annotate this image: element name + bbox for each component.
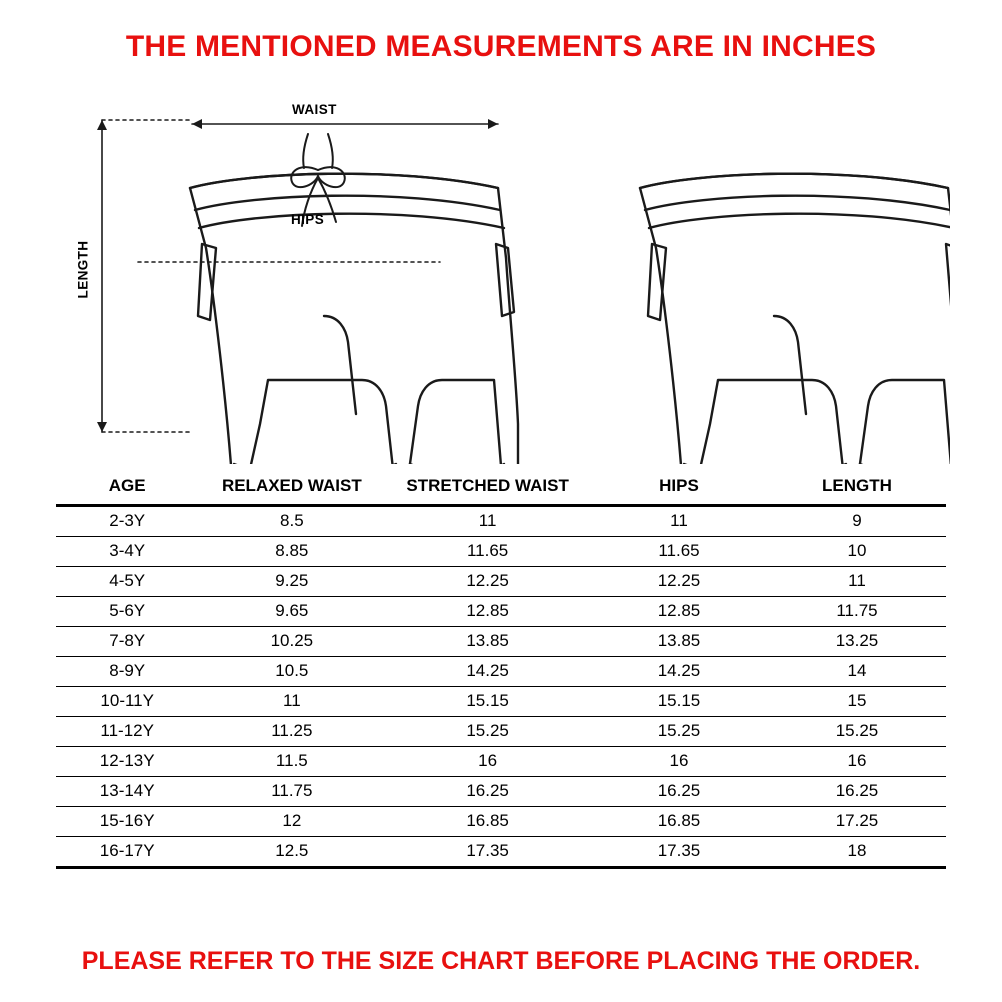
cell-length: 15 bbox=[768, 687, 946, 717]
cell-stretched-waist: 12.85 bbox=[385, 597, 590, 627]
cell-relaxed-waist: 11.5 bbox=[198, 747, 385, 777]
cell-age: 12-13Y bbox=[56, 747, 198, 777]
cell-age: 15-16Y bbox=[56, 807, 198, 837]
cell-relaxed-waist: 12 bbox=[198, 807, 385, 837]
cell-relaxed-waist: 10.5 bbox=[198, 657, 385, 687]
shorts-illustration bbox=[60, 84, 950, 464]
cell-hips: 11.65 bbox=[590, 537, 768, 567]
cell-age: 10-11Y bbox=[56, 687, 198, 717]
cell-age: 11-12Y bbox=[56, 717, 198, 747]
table-body bbox=[56, 506, 946, 868]
cell-relaxed-waist: 12.5 bbox=[198, 837, 385, 868]
cell-stretched-waist: 15.25 bbox=[385, 717, 590, 747]
cell-hips: 12.25 bbox=[590, 567, 768, 597]
hips-label: HIPS bbox=[291, 212, 325, 227]
table-row bbox=[56, 537, 946, 567]
column-header-relaxed-waist: RELAXED WAIST bbox=[198, 470, 385, 506]
back-shorts bbox=[640, 174, 950, 464]
column-header-length: LENGTH bbox=[768, 470, 946, 506]
cell-relaxed-waist: 11.75 bbox=[198, 777, 385, 807]
cell-stretched-waist: 13.85 bbox=[385, 627, 590, 657]
cell-relaxed-waist: 9.25 bbox=[198, 567, 385, 597]
cell-relaxed-waist: 10.25 bbox=[198, 627, 385, 657]
cell-hips: 14.25 bbox=[590, 657, 768, 687]
cell-stretched-waist: 15.15 bbox=[385, 687, 590, 717]
cell-age: 3-4Y bbox=[56, 537, 198, 567]
cell-age: 16-17Y bbox=[56, 837, 198, 868]
cell-relaxed-waist: 8.85 bbox=[198, 537, 385, 567]
cell-stretched-waist: 11.65 bbox=[385, 537, 590, 567]
cell-relaxed-waist: 8.5 bbox=[198, 506, 385, 537]
table-head bbox=[56, 470, 946, 506]
measurement-guides bbox=[97, 119, 498, 432]
table-row bbox=[56, 807, 946, 837]
cell-relaxed-waist: 11.25 bbox=[198, 717, 385, 747]
cell-length: 11.75 bbox=[768, 597, 946, 627]
table-row bbox=[56, 717, 946, 747]
table-header-row bbox=[56, 470, 946, 506]
length-label: LENGTH bbox=[75, 240, 91, 299]
table-row bbox=[56, 597, 946, 627]
cell-age: 5-6Y bbox=[56, 597, 198, 627]
shorts-diagram bbox=[60, 84, 950, 464]
cell-stretched-waist: 16.25 bbox=[385, 777, 590, 807]
table-row bbox=[56, 657, 946, 687]
cell-length: 14 bbox=[768, 657, 946, 687]
footer-note: PLEASE REFER TO THE SIZE CHART BEFORE PLACING THE ORDER. bbox=[81, 947, 921, 975]
cell-stretched-waist: 11 bbox=[385, 506, 590, 537]
cell-hips: 15.15 bbox=[590, 687, 768, 717]
cell-relaxed-waist: 11 bbox=[198, 687, 385, 717]
cell-age: 4-5Y bbox=[56, 567, 198, 597]
cell-length: 15.25 bbox=[768, 717, 946, 747]
cell-length: 11 bbox=[768, 567, 946, 597]
table-row bbox=[56, 837, 946, 868]
cell-age: 2-3Y bbox=[56, 506, 198, 537]
cell-hips: 16.85 bbox=[590, 807, 768, 837]
cell-stretched-waist: 17.35 bbox=[385, 837, 590, 868]
page-title: THE MENTIONED MEASUREMENTS ARE IN INCHES bbox=[125, 30, 877, 63]
cell-length: 16 bbox=[768, 747, 946, 777]
cell-length: 18 bbox=[768, 837, 946, 868]
table-row bbox=[56, 687, 946, 717]
cell-hips: 13.85 bbox=[590, 627, 768, 657]
cell-age: 8-9Y bbox=[56, 657, 198, 687]
cell-age: 13-14Y bbox=[56, 777, 198, 807]
cell-relaxed-waist: 9.65 bbox=[198, 597, 385, 627]
cell-hips: 12.85 bbox=[590, 597, 768, 627]
cell-stretched-waist: 16.85 bbox=[385, 807, 590, 837]
cell-hips: 15.25 bbox=[590, 717, 768, 747]
front-shorts bbox=[190, 134, 518, 464]
cell-stretched-waist: 16 bbox=[385, 747, 590, 777]
cell-hips: 17.35 bbox=[590, 837, 768, 868]
cell-hips: 16 bbox=[590, 747, 768, 777]
waist-label: WAIST bbox=[292, 102, 337, 117]
table-row bbox=[56, 627, 946, 657]
table-row bbox=[56, 747, 946, 777]
cell-hips: 11 bbox=[590, 506, 768, 537]
cell-hips: 16.25 bbox=[590, 777, 768, 807]
cell-stretched-waist: 12.25 bbox=[385, 567, 590, 597]
cell-age: 7-8Y bbox=[56, 627, 198, 657]
table-row bbox=[56, 506, 946, 537]
cell-length: 9 bbox=[768, 506, 946, 537]
table-row bbox=[56, 777, 946, 807]
column-header-hips: HIPS bbox=[590, 470, 768, 506]
cell-length: 10 bbox=[768, 537, 946, 567]
size-table bbox=[56, 470, 946, 869]
cell-length: 16.25 bbox=[768, 777, 946, 807]
column-header-age: AGE bbox=[56, 470, 198, 506]
cell-length: 13.25 bbox=[768, 627, 946, 657]
cell-stretched-waist: 14.25 bbox=[385, 657, 590, 687]
cell-length: 17.25 bbox=[768, 807, 946, 837]
table-row bbox=[56, 567, 946, 597]
column-header-stretched-waist: STRETCHED WAIST bbox=[385, 470, 590, 506]
